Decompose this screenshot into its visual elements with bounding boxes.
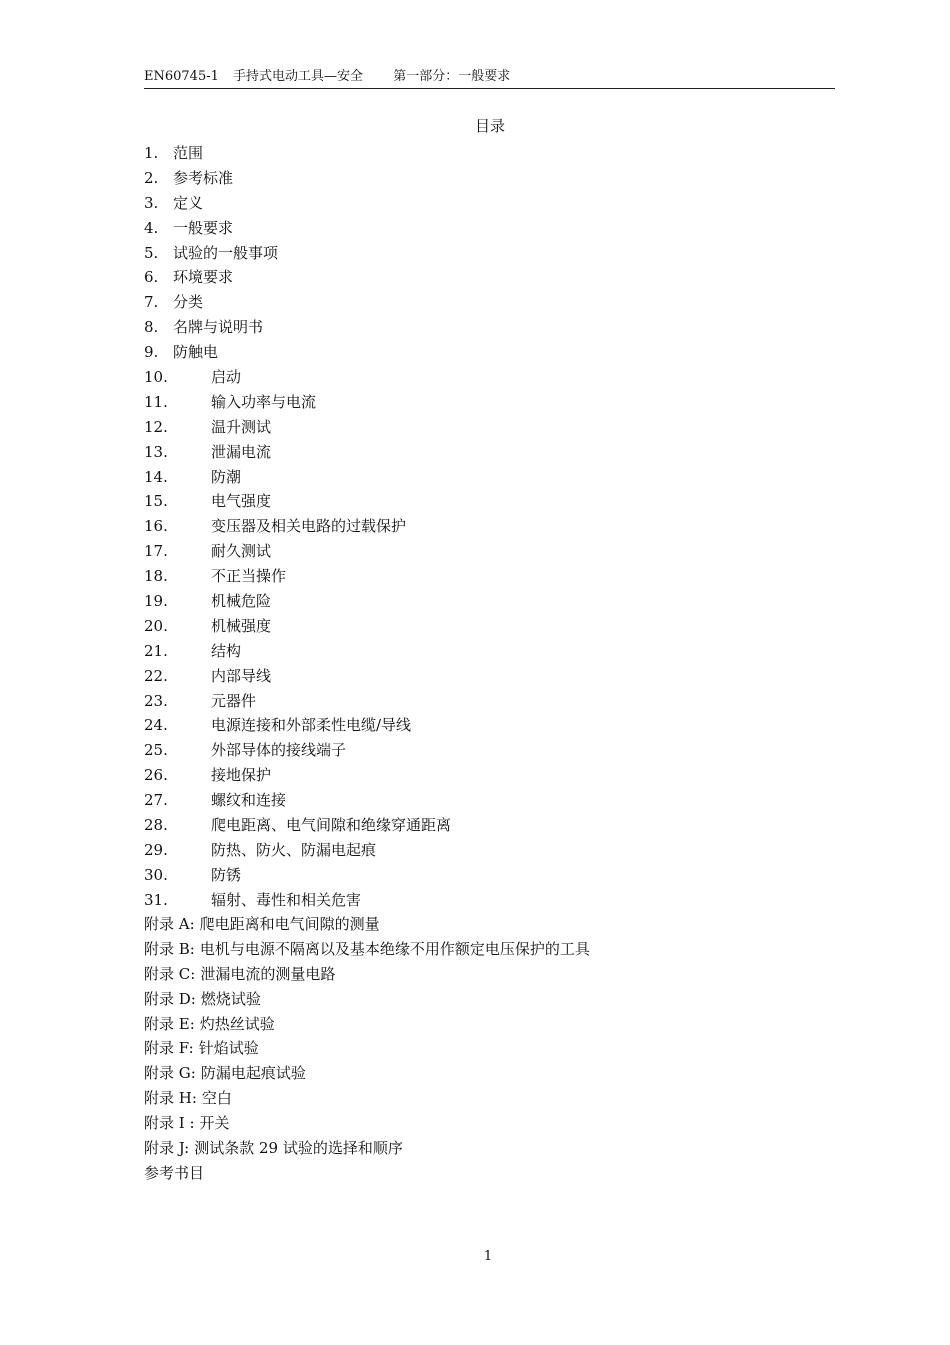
appendix-label: 附录 A: [144,915,195,933]
toc-item [144,290,844,315]
appendix-label: 附录 F: [144,1039,194,1058]
toc-item [144,614,844,639]
toc-item-number: 11. [144,392,168,411]
toc-item-title: 参考标准 [173,168,234,187]
toc-item [144,639,844,664]
toc-item-title: 变压器及相关电路的过载保护 [211,517,407,536]
toc-item [144,415,844,440]
toc-item [144,141,844,166]
toc-item-number: 24. [144,716,168,735]
toc-item-title: 辐射、毒性和相关危害 [211,890,362,909]
appendix-title: 防漏电起痕试验 [200,1064,306,1083]
toc-item-title: 爬电距离、电气间隙和绝缘穿通距离 [211,816,452,835]
toc-item-number: 31. [144,890,168,909]
toc-item [144,216,844,241]
toc-item [144,763,844,788]
toc-item-title: 防热、防火、防漏电起痕 [211,840,377,859]
appendix-title: 针焰试验 [198,1039,259,1058]
toc-item [144,838,844,863]
toc-item-title: 机械危险 [211,592,272,611]
appendix-label: 附录 C: [144,964,196,983]
toc-item [144,788,844,813]
toc-item-title: 外部导体的接线端子 [211,741,347,760]
toc-item [144,340,844,365]
toc-item-title: 机械强度 [211,616,272,635]
toc-item [144,514,844,539]
toc-item-title: 泄漏电流 [211,442,272,461]
appendix-label: 附录 H: [144,1089,197,1108]
toc-appendix-item [144,987,844,1012]
appendix-label: 附录 B: [144,939,195,958]
toc-item-number: 8. [144,318,159,337]
page-number: 1 [483,1249,493,1264]
header-standard-title: 手持式电动工具—安全 [233,69,364,84]
toc-chapter-list [144,141,844,913]
toc-item-title: 试验的一般事项 [173,243,279,262]
toc-appendix-item [144,1111,844,1136]
toc-item-title: 电气强度 [211,492,272,511]
toc-item [144,564,844,589]
toc-item-title: 分类 [173,293,204,312]
toc-item-title: 名牌与说明书 [173,318,264,337]
toc-item-title: 接地保护 [211,766,272,785]
toc-item-number: 21. [144,641,168,660]
toc-item-number: 22. [144,666,168,685]
toc-item-number: 1. [144,144,159,162]
toc-appendix-list [144,912,844,1186]
toc-item [144,738,844,763]
toc-item-number: 12. [144,417,168,436]
toc-item [144,465,844,490]
toc-appendix-item [144,1061,844,1086]
toc-item-number: 17. [144,542,168,561]
toc-item-number: 20. [144,616,168,635]
toc-item-number: 3. [144,193,159,212]
appendix-title: 空白 [201,1089,232,1108]
toc-appendix-item [144,962,844,987]
toc-item-title: 防潮 [211,467,242,486]
toc-item [144,440,844,465]
toc-item-number: 18. [144,567,168,586]
toc-title: 目录 [474,117,505,135]
toc-item [144,241,844,266]
toc-item-number: 15. [144,492,168,511]
toc-item-title: 一般要求 [173,218,234,237]
header-part-title: 第一部分：一般要求 [393,69,511,84]
toc-item-number: 25. [144,741,168,760]
toc-item-number: 2. [144,168,159,187]
toc-item [144,365,844,390]
appendix-title: 参考书目 [144,1163,205,1182]
toc-item-title: 结构 [211,641,242,660]
toc-item-title: 不正当操作 [211,567,287,586]
toc-item [144,689,844,714]
toc-item-title: 元器件 [211,691,257,710]
toc-item-number: 16. [144,517,168,536]
toc-appendix-item [144,1161,844,1186]
toc-item-title: 耐久测试 [211,542,272,561]
toc-appendix-item [144,1086,844,1111]
toc-item-title: 内部导线 [211,666,272,685]
toc-item-number: 23. [144,691,168,710]
toc-item-title: 启动 [211,368,242,387]
toc-item-title: 定义 [173,193,204,212]
toc-item-title: 防锈 [211,865,242,884]
appendix-title: 爬电距离和电气间隙的测量 [199,915,380,933]
toc-item-number: 27. [144,791,168,810]
toc-item-number: 10. [144,368,168,387]
page-header [144,67,835,87]
toc-item-title: 输入功率与电流 [211,392,317,411]
appendix-label: 附录 I : [144,1114,195,1133]
toc-item-title: 防触电 [173,343,219,362]
appendix-label: 附录 G: [144,1064,196,1083]
appendix-title: 燃烧试验 [200,989,261,1008]
appendix-title: 测试条款 29 试验的选择和顺序 [194,1139,403,1158]
toc-item [144,191,844,216]
toc-item-title: 螺纹和连接 [211,791,287,810]
toc-item [144,888,844,913]
toc-item-title: 温升测试 [211,417,272,436]
appendix-label: 附录 E: [144,1014,195,1033]
toc-item [144,489,844,514]
toc-item-number: 5. [144,243,159,262]
toc-item [144,539,844,564]
header-standard-code: EN60745-1 [144,69,219,84]
toc-item [144,813,844,838]
toc-item-title: 环境要求 [173,268,234,287]
appendix-title: 灼热丝试验 [199,1014,275,1033]
toc-item-number: 4. [144,218,159,237]
toc-item-number: 26. [144,766,168,785]
toc-item [144,166,844,191]
appendix-label: 附录 J: [144,1139,190,1158]
header-divider [144,88,835,89]
toc-item-number: 28. [144,816,168,835]
toc-item-title: 范围 [173,144,204,162]
toc-item-number: 30. [144,865,168,884]
toc-item-number: 14. [144,467,168,486]
appendix-label: 附录 D: [144,989,196,1008]
appendix-title: 泄漏电流的测量电路 [200,964,336,983]
toc-item [144,315,844,340]
toc-item-number: 29. [144,840,168,859]
toc-item [144,265,844,290]
toc-item-title: 电源连接和外部柔性电缆/导线 [211,716,412,735]
toc-item [144,664,844,689]
toc-appendix-item [144,1136,844,1161]
toc-item [144,713,844,738]
toc-appendix-item [144,1012,844,1037]
toc-item [144,589,844,614]
toc-appendix-item [144,912,844,937]
toc-appendix-item [144,937,844,962]
toc-item-number: 13. [144,442,168,461]
appendix-title: 开关 [199,1114,230,1133]
toc-item-number: 19. [144,592,168,611]
toc-item [144,390,844,415]
toc-item-number: 6. [144,268,159,287]
toc-item [144,863,844,888]
toc-appendix-item [144,1036,844,1061]
appendix-title: 电机与电源不隔离以及基本绝缘不用作额定电压保护的工具 [199,939,590,958]
toc-item-number: 7. [144,293,159,312]
toc-item-number: 9. [144,343,159,362]
